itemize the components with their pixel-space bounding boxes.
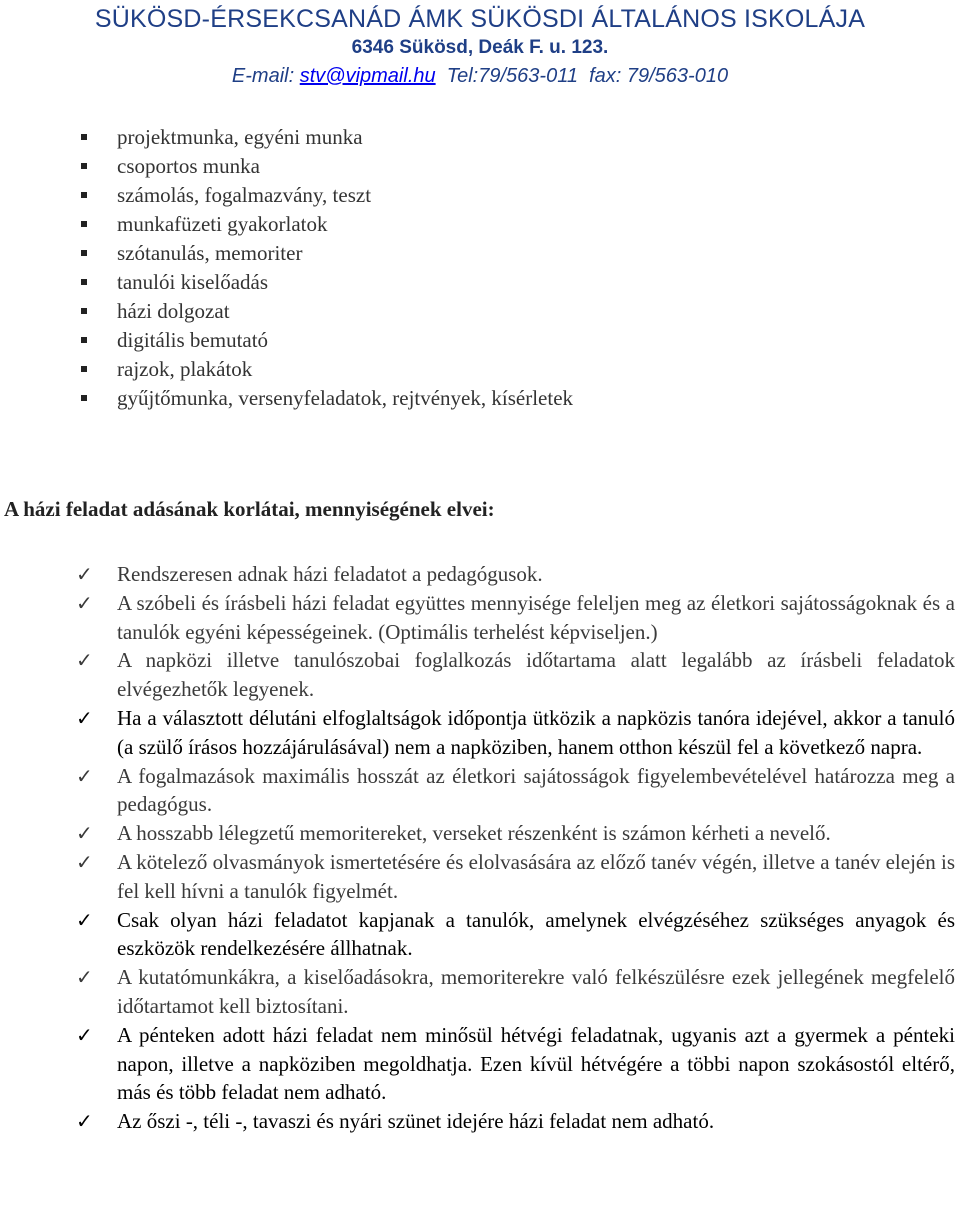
square-bullet-icon (81, 134, 87, 140)
section-title: A házi feladat adásának korlátai, mennyiségének elvei: (4, 497, 495, 521)
list-item: ✓ Csak olyan házi feladatot kapjanak a tanulók, amelynek elvégzéséhez szükséges anyagok és eszközök rendelkezésére állhatnak. (76, 907, 955, 961)
checkmark-icon: ✓ (76, 590, 93, 615)
checkmark-icon: ✓ (76, 965, 93, 990)
list-item: ✓ Az őszi -, téli -, tavaszi és nyári szünet idejére házi feladat nem adható. (0, 1107, 960, 1136)
checkmark-icon: ✓ (76, 907, 93, 932)
checkmark-icon: ✓ (76, 821, 93, 846)
phone-fax: Tel:79/563-011 fax: 79/563-010 (435, 65, 729, 87)
checkmark-icon: ✓ (76, 562, 93, 586)
square-bullet-icon (81, 163, 87, 169)
square-bullet-icon (81, 366, 87, 372)
checkmark-icon: ✓ (76, 705, 93, 730)
list-item: ✓ A hosszabb lélegzetű memoritereket, verseket részenként is számon kérheti a nevelő. (0, 819, 960, 848)
checkmark-icon: ✓ (76, 1109, 93, 1134)
principles-list (0, 560, 960, 1136)
list-item: ✓ A pénteken adott házi feladat nem minősül hétvégi feladatnak, ugyanis azt a gyermek a pénteki napon, illetve a napköziben megoldhatja. Ezen kívül hétvégére a többi napon szokásostól eltérő, más és több feladat nem adható. (76, 1022, 955, 1105)
square-bullet-icon (81, 279, 87, 285)
list-item: ✓ Rendszeresen adnak házi feladatot a pedagógusok. (0, 560, 960, 589)
square-bullet-icon (81, 221, 87, 227)
square-bullet-icon (81, 308, 87, 314)
list-item: ✓ A fogalmazások maximális hosszát az életkori sajátosságok figyelembevételével határozza meg a pedagógus. (76, 763, 955, 817)
checkmark-icon: ✓ (76, 763, 93, 788)
checkmark-icon: ✓ (76, 648, 93, 673)
square-bullet-icon (81, 395, 87, 401)
list-item: ✓ A szóbeli és írásbeli házi feladat együttes mennyisége feleljen meg az életkori sajátosságoknak és a tanulók egyéni képességeinek. (Optimális terhelést képviseljen.) (76, 590, 955, 644)
square-bullet-icon (81, 192, 87, 198)
checkmark-icon: ✓ (76, 1022, 93, 1047)
list-item: ✓ A kutatómunkákra, a kiselőadásokra, memoriterekre való felkészülésre ezek jellegének megfelelő időtartamot kell biztosítani. (76, 965, 955, 1018)
square-bullet-icon (81, 337, 87, 343)
contact-line (0, 61, 960, 91)
list-item: ✓ Ha a választott délutáni elfoglaltságok időpontja ütközik a napközis tanóra idejével, akkor a tanuló (a szülő írásos hozzájárulásával) nem a napköziben, hanem otthon készül fel a következő napra. (76, 705, 955, 759)
school-address: 6346 Sükösd, Deák F. u. 123. (351, 37, 609, 58)
school-name: SÜKÖSD-ÉRSEKCSANÁD ÁMK SÜKÖSDI ÁLTALÁNOS ISKOLÁJA (94, 5, 866, 33)
square-bullet-icon (81, 250, 87, 256)
checkmark-icon: ✓ (76, 849, 93, 874)
list-item: ✓ A napközi illetve tanulószobai foglalkozás időtartama alatt legalább az írásbeli feladatok elvégezhetők legyenek. (76, 648, 955, 702)
list-item: ✓ A kötelező olvasmányok ismertetésére és elolvasására az előző tanév végén, illetve a tanév elején is fel kell hívni a tanulók figyelmét. (76, 849, 955, 903)
email-label: E-mail: (231, 65, 300, 87)
letterhead (0, 4, 960, 91)
email-link[interactable]: stv@vipmail.hu (299, 65, 436, 87)
